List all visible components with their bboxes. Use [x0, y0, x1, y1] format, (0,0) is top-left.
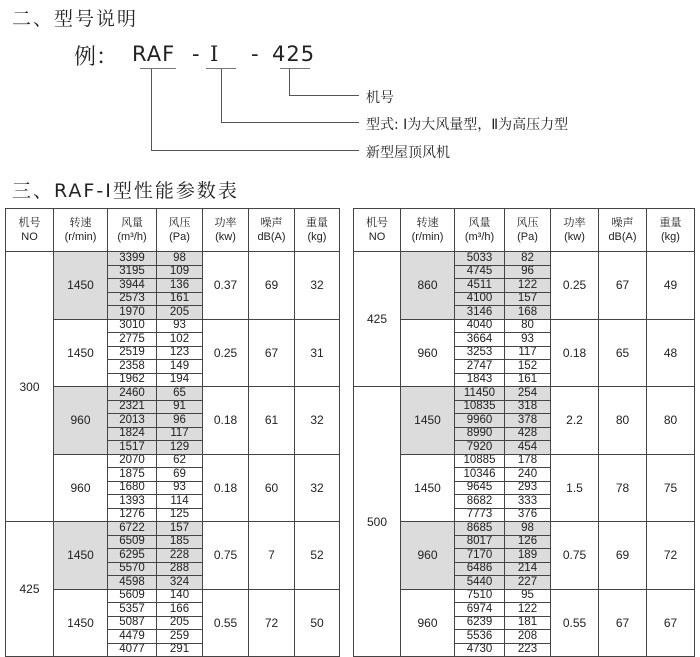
airflow-cell: 6239 [455, 616, 505, 630]
airflow-cell: 3146 [455, 306, 505, 320]
header-weight-cn: 重量 [659, 217, 682, 229]
airflow-cell: 1276 [108, 508, 157, 522]
pressure-cell: 189 [505, 549, 551, 563]
power-cell: 0.37 [203, 252, 249, 320]
power-cell: 2.2 [551, 387, 599, 455]
fan-no-cell: 300 [6, 252, 54, 522]
header-no [354, 209, 401, 252]
airflow-cell: 4077 [108, 643, 157, 657]
pressure-cell: 117 [157, 427, 203, 441]
header-noise-unit: dB(A) [608, 231, 637, 243]
header-speed [54, 209, 108, 252]
pressure-cell: 454 [505, 441, 551, 455]
airflow-cell: 1824 [108, 427, 157, 441]
speed-cell: 1450 [401, 454, 455, 522]
header-weight-unit: (kg) [661, 231, 680, 243]
pressure-cell: 69 [157, 468, 203, 482]
airflow-cell: 7170 [455, 549, 505, 563]
header-airflow-unit: (m³/h) [464, 231, 495, 243]
table-header-row [354, 209, 695, 252]
noise-cell: 7 [249, 522, 295, 590]
header-speed-cn: 转速 [69, 217, 92, 229]
airflow-cell: 2775 [108, 333, 157, 347]
airflow-cell: 2573 [108, 292, 157, 306]
pressure-cell: 125 [157, 508, 203, 522]
table-row [354, 252, 695, 266]
pressure-cell: 126 [505, 535, 551, 549]
airflow-cell: 6295 [108, 549, 157, 563]
pressure-cell: 228 [157, 549, 203, 563]
weight-cell: 67 [647, 589, 695, 657]
airflow-cell: 8682 [455, 495, 505, 509]
airflow-cell: 8990 [455, 427, 505, 441]
header-weight-unit: (kg) [307, 231, 327, 243]
example-prefix: 例： [74, 45, 119, 70]
power-cell: 0.55 [551, 589, 599, 657]
pressure-cell: 91 [157, 400, 203, 414]
airflow-cell: 5033 [455, 252, 505, 266]
pressure-cell: 185 [157, 535, 203, 549]
pressure-cell: 324 [157, 576, 203, 590]
pressure-cell: 205 [157, 616, 203, 630]
airflow-cell: 6974 [455, 603, 505, 617]
header-speed [401, 209, 455, 252]
airflow-cell: 4511 [455, 279, 505, 293]
table-row [6, 589, 340, 603]
airflow-cell: 4479 [108, 630, 157, 644]
header-weight [295, 209, 340, 252]
pressure-cell: 166 [157, 603, 203, 617]
header-weight [647, 209, 695, 252]
pressure-cell: 114 [157, 495, 203, 509]
pressure-cell: 178 [505, 454, 551, 468]
fan-no-cell: 500 [354, 387, 401, 657]
power-cell: 0.18 [203, 387, 249, 455]
table-row [354, 454, 695, 468]
header-pressure [505, 209, 551, 252]
performance-table-right [353, 208, 695, 657]
airflow-cell: 1680 [108, 481, 157, 495]
power-cell: 0.75 [551, 522, 599, 590]
header-no-unit: NO [21, 231, 38, 243]
airflow-cell: 2358 [108, 360, 157, 374]
pressure-cell: 259 [157, 630, 203, 644]
pressure-cell: 129 [157, 441, 203, 455]
speed-cell: 1450 [54, 252, 108, 320]
pressure-cell: 96 [157, 414, 203, 428]
power-cell: 1.5 [551, 454, 599, 522]
airflow-cell: 5440 [455, 576, 505, 590]
model-code-number: 425 [272, 42, 316, 66]
noise-cell: 67 [599, 589, 647, 657]
header-power [203, 209, 249, 252]
weight-cell: 72 [647, 522, 695, 590]
table-row [6, 319, 340, 333]
pressure-cell: 140 [157, 589, 203, 603]
connector-type-horizontal [221, 122, 359, 123]
header-power-cn: 功率 [214, 217, 237, 229]
airflow-cell: 5570 [108, 562, 157, 576]
header-no-unit: NO [368, 231, 386, 243]
airflow-cell: 4040 [455, 319, 505, 333]
airflow-cell: 6722 [108, 522, 157, 536]
performance-table-left [5, 208, 340, 657]
pressure-cell: 122 [505, 603, 551, 617]
pressure-cell: 227 [505, 576, 551, 590]
speed-cell: 960 [54, 454, 108, 522]
header-speed-unit: (r/min) [64, 231, 97, 243]
airflow-cell: 8685 [455, 522, 505, 536]
fan-no-cell: 425 [6, 522, 54, 657]
header-noise [249, 209, 295, 252]
pressure-cell: 102 [157, 333, 203, 347]
pressure-cell: 93 [157, 319, 203, 333]
desc-number: 机号 [366, 90, 394, 106]
speed-cell: 960 [401, 589, 455, 657]
noise-cell: 72 [249, 589, 295, 657]
header-power-cn: 功率 [563, 217, 586, 229]
header-airflow-cn: 风量 [121, 217, 143, 229]
pressure-cell: 208 [505, 630, 551, 644]
airflow-cell: 2013 [108, 414, 157, 428]
weight-cell: 32 [295, 252, 340, 320]
airflow-cell: 4100 [455, 292, 505, 306]
pressure-cell: 157 [157, 522, 203, 536]
header-no-cn: 机号 [18, 217, 41, 229]
header-airflow-cn: 风量 [468, 217, 491, 229]
pressure-cell: 293 [505, 481, 551, 495]
pressure-cell: 223 [505, 643, 551, 657]
noise-cell: 69 [249, 252, 295, 320]
pressure-cell: 194 [157, 373, 203, 387]
noise-cell: 61 [249, 387, 295, 455]
pressure-cell: 333 [505, 495, 551, 509]
connector-number-vertical [289, 69, 290, 95]
connector-type-vertical [221, 69, 222, 122]
header-pressure-unit: (Pa) [169, 231, 190, 243]
airflow-cell: 7510 [455, 589, 505, 603]
header-pressure-cn: 风压 [516, 217, 539, 229]
pressure-cell: 109 [157, 265, 203, 279]
connector-number-horizontal [289, 95, 359, 96]
desc-type: 型式: Ⅰ为大风量型，Ⅱ为高压力型 [366, 117, 569, 133]
airflow-cell: 3253 [455, 346, 505, 360]
header-speed-cn: 转速 [416, 217, 439, 229]
table-row [6, 454, 340, 468]
header-pressure [157, 209, 203, 252]
airflow-cell: 5536 [455, 630, 505, 644]
weight-cell: 32 [295, 387, 340, 455]
airflow-cell: 7920 [455, 441, 505, 455]
airflow-cell: 9645 [455, 481, 505, 495]
pressure-cell: 240 [505, 468, 551, 482]
power-cell: 0.18 [203, 454, 249, 522]
airflow-cell: 3195 [108, 265, 157, 279]
model-code-type: I [210, 42, 220, 66]
noise-cell: 60 [249, 454, 295, 522]
airflow-cell: 5087 [108, 616, 157, 630]
pressure-cell: 123 [157, 346, 203, 360]
section-3-title: 三、RAF-Ⅰ型性能参数表 [12, 180, 239, 202]
airflow-cell: 1962 [108, 373, 157, 387]
header-noise-unit: dB(A) [257, 231, 286, 243]
airflow-cell: 7773 [455, 508, 505, 522]
pressure-cell: 98 [505, 522, 551, 536]
pressure-cell: 161 [157, 292, 203, 306]
airflow-cell: 10346 [455, 468, 505, 482]
model-code-dash-2: - [251, 42, 260, 66]
header-power [551, 209, 599, 252]
noise-cell: 65 [599, 319, 647, 387]
power-cell: 0.18 [551, 319, 599, 387]
pressure-cell: 254 [505, 387, 551, 401]
noise-cell: 67 [249, 319, 295, 387]
pressure-cell: 152 [505, 360, 551, 374]
model-code-dash-1: - [192, 42, 201, 66]
table-header-row [6, 209, 340, 252]
pressure-cell: 205 [157, 306, 203, 320]
speed-cell: 1450 [54, 589, 108, 657]
power-cell: 0.25 [551, 252, 599, 320]
airflow-cell: 3664 [455, 333, 505, 347]
noise-cell: 80 [599, 387, 647, 455]
airflow-cell: 4745 [455, 265, 505, 279]
airflow-cell: 6486 [455, 562, 505, 576]
header-no-cn: 机号 [366, 217, 388, 229]
pressure-cell: 93 [505, 333, 551, 347]
table-row [354, 589, 695, 603]
weight-cell: 80 [647, 387, 695, 455]
speed-cell: 960 [54, 387, 108, 455]
header-noise-cn: 噪声 [611, 217, 634, 229]
pressure-cell: 82 [505, 252, 551, 266]
header-airflow-unit: (m³/h) [117, 231, 147, 243]
pressure-cell: 157 [505, 292, 551, 306]
table-row [354, 387, 695, 401]
speed-cell: 960 [401, 319, 455, 387]
pressure-cell: 80 [505, 319, 551, 333]
noise-cell: 67 [599, 252, 647, 320]
airflow-cell: 11450 [455, 387, 505, 401]
underline-number [280, 68, 310, 69]
airflow-cell: 5357 [108, 603, 157, 617]
table-row [6, 252, 340, 266]
header-power-unit: (kw) [564, 231, 585, 243]
weight-cell: 48 [647, 319, 695, 387]
pressure-cell: 181 [505, 616, 551, 630]
header-no [6, 209, 54, 252]
connector-series-horizontal [151, 150, 359, 151]
table-row [6, 387, 340, 401]
header-airflow [108, 209, 157, 252]
airflow-cell: 1393 [108, 495, 157, 509]
table-row [354, 319, 695, 333]
airflow-cell: 1517 [108, 441, 157, 455]
pressure-cell: 168 [505, 306, 551, 320]
airflow-cell: 2460 [108, 387, 157, 401]
pressure-cell: 149 [157, 360, 203, 374]
speed-cell: 960 [401, 522, 455, 590]
weight-cell: 50 [295, 589, 340, 657]
weight-cell: 32 [295, 454, 340, 522]
pressure-cell: 161 [505, 373, 551, 387]
airflow-cell: 2070 [108, 454, 157, 468]
model-code-series: RAF [132, 42, 176, 66]
airflow-cell: 2519 [108, 346, 157, 360]
pressure-cell: 96 [505, 265, 551, 279]
table-row [6, 522, 340, 536]
pressure-cell: 65 [157, 387, 203, 401]
airflow-cell: 6509 [108, 535, 157, 549]
weight-cell: 31 [295, 319, 340, 387]
pressure-cell: 136 [157, 279, 203, 293]
pressure-cell: 117 [505, 346, 551, 360]
pressure-cell: 428 [505, 427, 551, 441]
header-noise-cn: 噪声 [260, 217, 283, 229]
weight-cell: 75 [647, 454, 695, 522]
desc-series: 新型屋顶风机 [366, 145, 450, 161]
pressure-cell: 318 [505, 400, 551, 414]
pressure-cell: 62 [157, 454, 203, 468]
speed-cell: 860 [401, 252, 455, 320]
pressure-cell: 378 [505, 414, 551, 428]
airflow-cell: 3399 [108, 252, 157, 266]
speed-cell: 1450 [54, 522, 108, 590]
header-speed-unit: (r/min) [411, 231, 444, 243]
header-airflow [455, 209, 505, 252]
airflow-cell: 3944 [108, 279, 157, 293]
header-pressure-unit: (Pa) [517, 231, 538, 243]
airflow-cell: 1970 [108, 306, 157, 320]
pressure-cell: 95 [505, 589, 551, 603]
pressure-cell: 288 [157, 562, 203, 576]
airflow-cell: 4598 [108, 576, 157, 590]
airflow-cell: 1843 [455, 373, 505, 387]
speed-cell: 1450 [54, 319, 108, 387]
airflow-cell: 8017 [455, 535, 505, 549]
weight-cell: 49 [647, 252, 695, 320]
fan-no-cell: 425 [354, 252, 401, 387]
weight-cell: 52 [295, 522, 340, 590]
noise-cell: 69 [599, 522, 647, 590]
airflow-cell: 10885 [455, 454, 505, 468]
speed-cell: 1450 [401, 387, 455, 455]
power-cell: 0.75 [203, 522, 249, 590]
airflow-cell: 2747 [455, 360, 505, 374]
pressure-cell: 376 [505, 508, 551, 522]
airflow-cell: 2321 [108, 400, 157, 414]
pressure-cell: 291 [157, 643, 203, 657]
power-cell: 0.25 [203, 319, 249, 387]
header-weight-cn: 重量 [306, 217, 328, 229]
connector-series-vertical [151, 69, 152, 150]
airflow-cell: 9960 [455, 414, 505, 428]
pressure-cell: 98 [157, 252, 203, 266]
airflow-cell: 10835 [455, 400, 505, 414]
table-row [354, 522, 695, 536]
power-cell: 0.55 [203, 589, 249, 657]
header-power-unit: (kw) [215, 231, 236, 243]
header-pressure-cn: 风压 [168, 217, 191, 229]
airflow-cell: 5609 [108, 589, 157, 603]
airflow-cell: 1875 [108, 468, 157, 482]
pressure-cell: 214 [505, 562, 551, 576]
airflow-cell: 4730 [455, 643, 505, 657]
section-2-title: 二、型号说明 [12, 8, 139, 30]
underline-series [140, 68, 176, 69]
header-noise [599, 209, 647, 252]
airflow-cell: 3010 [108, 319, 157, 333]
pressure-cell: 122 [505, 279, 551, 293]
pressure-cell: 93 [157, 481, 203, 495]
noise-cell: 78 [599, 454, 647, 522]
